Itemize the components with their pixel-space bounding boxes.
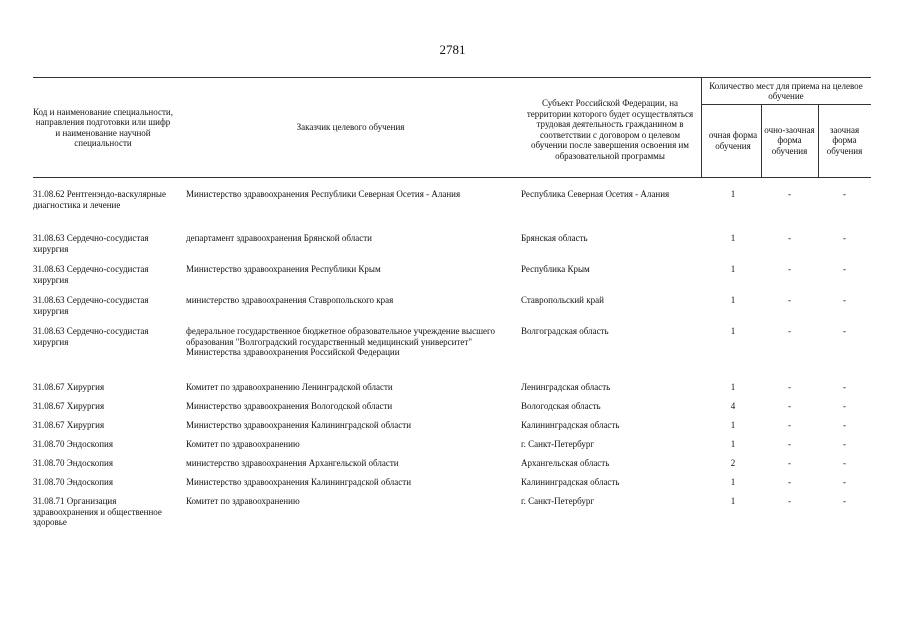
header-divider xyxy=(701,104,871,105)
cell-extramural: - xyxy=(843,233,846,243)
cell-extramural: - xyxy=(843,382,846,392)
cell-customer: Комитет по здравоохранению Ленинградской области xyxy=(186,382,393,392)
cell-full-time: 1 xyxy=(730,496,736,506)
cell-part-time: - xyxy=(788,458,791,468)
cell-subject: г. Санкт-Петербург xyxy=(521,496,595,506)
cell-subject: Ставропольский край xyxy=(521,295,604,305)
cell-extramural: - xyxy=(843,496,846,506)
cell-full-time: 1 xyxy=(730,189,736,199)
table-header xyxy=(33,77,871,178)
cell-subject: Архангельская область xyxy=(521,458,610,468)
cell-subject: Вологодская область xyxy=(521,401,601,411)
cell-full-time: 4 xyxy=(730,401,736,411)
header-code: Код и наименование специальности, направления подготовки или шифр и наименование научной специальности xyxy=(33,106,173,148)
cell-full-time: 1 xyxy=(730,382,736,392)
cell-full-time: 1 xyxy=(730,326,736,336)
cell-extramural: - xyxy=(843,295,846,305)
cell-code: 31.08.62 Рентгенэндо-васкулярные диагностика и лечение xyxy=(33,189,166,210)
cell-subject: г. Санкт-Петербург xyxy=(521,439,595,449)
cell-full-time: 1 xyxy=(730,233,736,243)
cell-customer: Комитет по здравоохранению xyxy=(186,496,300,506)
cell-customer: Министерство здравоохранения Калининградской области xyxy=(186,477,412,487)
cell-extramural: - xyxy=(843,264,846,274)
cell-subject: Ленинградская область xyxy=(521,382,611,392)
page-number: 2781 xyxy=(439,42,466,57)
cell-part-time: - xyxy=(788,439,791,449)
cell-full-time: 2 xyxy=(730,458,736,468)
cell-part-time: - xyxy=(788,401,791,411)
header-customer: Заказчик целевого обучения xyxy=(296,122,405,133)
cell-part-time: - xyxy=(788,420,791,430)
cell-code: 31.08.63 Сердечно-сосудистая хирургия xyxy=(33,295,149,316)
header-part-time: очно-заочная форма обучения xyxy=(764,124,815,156)
cell-full-time: 1 xyxy=(730,264,736,274)
cell-part-time: - xyxy=(788,233,791,243)
header-divider xyxy=(761,104,762,177)
cell-full-time: 1 xyxy=(730,439,736,449)
cell-part-time: - xyxy=(788,382,791,392)
cell-code: 31.08.67 Хирургия xyxy=(33,382,105,392)
cell-part-time: - xyxy=(788,496,791,506)
cell-part-time: - xyxy=(788,189,791,199)
cell-extramural: - xyxy=(843,439,846,449)
cell-part-time: - xyxy=(788,295,791,305)
cell-extramural: - xyxy=(843,326,846,336)
cell-subject: Волгоградская область xyxy=(521,326,609,336)
cell-subject: Калининградская область xyxy=(521,420,620,430)
header-full-time: очная форма обучения xyxy=(708,130,758,151)
cell-code: 31.08.67 Хирургия xyxy=(33,401,105,411)
cell-extramural: - xyxy=(843,420,846,430)
cell-extramural: - xyxy=(843,189,846,199)
cell-full-time: 1 xyxy=(730,295,736,305)
cell-part-time: - xyxy=(788,326,791,336)
header-subject: Субъект Российской Федерации, на территории которого будет осуществляться трудовая деятельность гражданином в соответствии с договором о целевом обучении после завершения освоения им образовательной программы xyxy=(526,98,694,161)
cell-code: 31.08.70 Эндоскопия xyxy=(33,477,113,487)
cell-extramural: - xyxy=(843,477,846,487)
cell-customer: Министерство здравоохранения Республики Северная Осетия - Алания xyxy=(186,189,461,199)
header-extramural: заочная форма обучения xyxy=(826,124,863,156)
cell-code: 31.08.71 Организация здравоохранения и общественное здоровье xyxy=(33,496,162,527)
cell-customer: Министерство здравоохранения Республики Крым xyxy=(186,264,381,274)
cell-customer: департамент здравоохранения Брянской области xyxy=(186,233,372,243)
cell-customer: Комитет по здравоохранению xyxy=(186,439,300,449)
header-divider xyxy=(701,78,702,177)
cell-part-time: - xyxy=(788,477,791,487)
cell-extramural: - xyxy=(843,458,846,468)
header-divider xyxy=(818,104,819,177)
cell-customer: федеральное государственное бюджетное образовательное учреждение высшего образования "Волгоградский государственный медицинский университет" Министерства здравоохранения Российской Федерации xyxy=(186,326,495,357)
cell-subject: Республика Крым xyxy=(521,264,590,274)
header-places: Количество мест для приема на целевое обучение xyxy=(709,80,863,101)
cell-code: 31.08.63 Сердечно-сосудистая хирургия xyxy=(33,326,149,347)
cell-code: 31.08.70 Эндоскопия xyxy=(33,458,113,468)
cell-part-time: - xyxy=(788,264,791,274)
cell-code: 31.08.63 Сердечно-сосудистая хирургия xyxy=(33,264,149,285)
cell-extramural: - xyxy=(843,401,846,411)
cell-full-time: 1 xyxy=(730,420,736,430)
cell-subject: Республика Северная Осетия - Алания xyxy=(521,189,670,199)
cell-subject: Брянская область xyxy=(521,233,588,243)
cell-full-time: 1 xyxy=(730,477,736,487)
cell-customer: министерство здравоохранения Архангельской области xyxy=(186,458,399,468)
cell-customer: Министерство здравоохранения Калининградской области xyxy=(186,420,412,430)
cell-code: 31.08.63 Сердечно-сосудистая хирургия xyxy=(33,233,149,254)
cell-customer: Министерство здравоохранения Вологодской области xyxy=(186,401,393,411)
cell-customer: министерство здравоохранения Ставропольского края xyxy=(186,295,394,305)
cell-subject: Калининградская область xyxy=(521,477,620,487)
cell-code: 31.08.67 Хирургия xyxy=(33,420,105,430)
cell-code: 31.08.70 Эндоскопия xyxy=(33,439,113,449)
